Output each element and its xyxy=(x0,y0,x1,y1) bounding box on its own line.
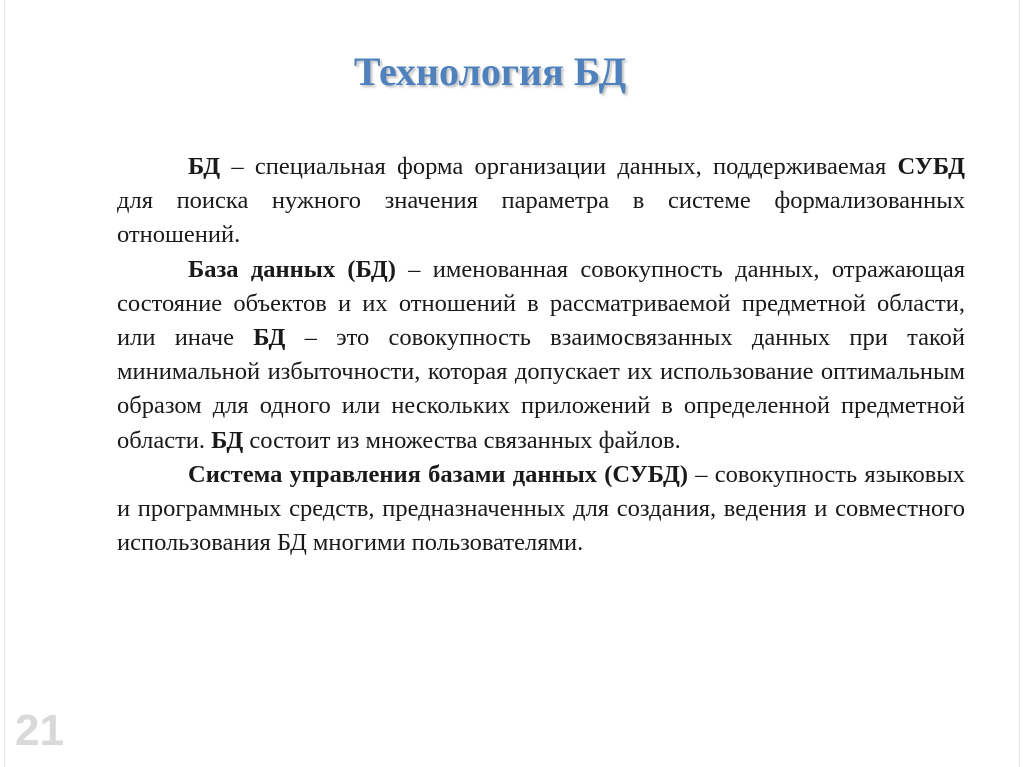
paragraph-definition-database xyxy=(117,253,965,458)
paragraph-definition-dbms xyxy=(117,458,965,561)
slide xyxy=(4,0,1020,767)
term-database: База данных (БД) xyxy=(188,255,396,283)
paragraph-text: – именованная совокупность данных, отражающая состояние объектов и их отношений в рассматриваемой предметной области, или иначе xyxy=(117,255,965,352)
term-dbms: Система управления базами данных (СУБД) xyxy=(188,460,689,488)
page-number: 21 xyxy=(15,706,64,755)
paragraph-definition-bd xyxy=(117,150,965,253)
term-bd: БД xyxy=(211,426,244,454)
slide-body xyxy=(117,150,965,560)
slide-title: Технология БД xyxy=(353,49,627,94)
paragraph-text: – совокупность языковых и программных средств, предназначенных для создания, ведения и совместного использования БД многими пользователями. xyxy=(117,460,965,557)
paragraph-text: для поиска нужного значения параметра в системе формализованных отношений. xyxy=(117,187,965,249)
paragraph-text: – специальная форма организации данных, поддерживаемая xyxy=(220,153,898,180)
term-subd: СУБД xyxy=(897,153,965,180)
paragraph-text: – это совокупность взаимосвязанных данных при такой минимальной избыточности, которая допускает их использование оптимальным образом для одного или нескольких приложений в определенной предметной области. xyxy=(117,324,965,454)
term-bd: БД xyxy=(188,153,221,180)
paragraph-text: состоит из множества связанных файлов. xyxy=(243,426,681,454)
term-bd: БД xyxy=(253,324,286,352)
